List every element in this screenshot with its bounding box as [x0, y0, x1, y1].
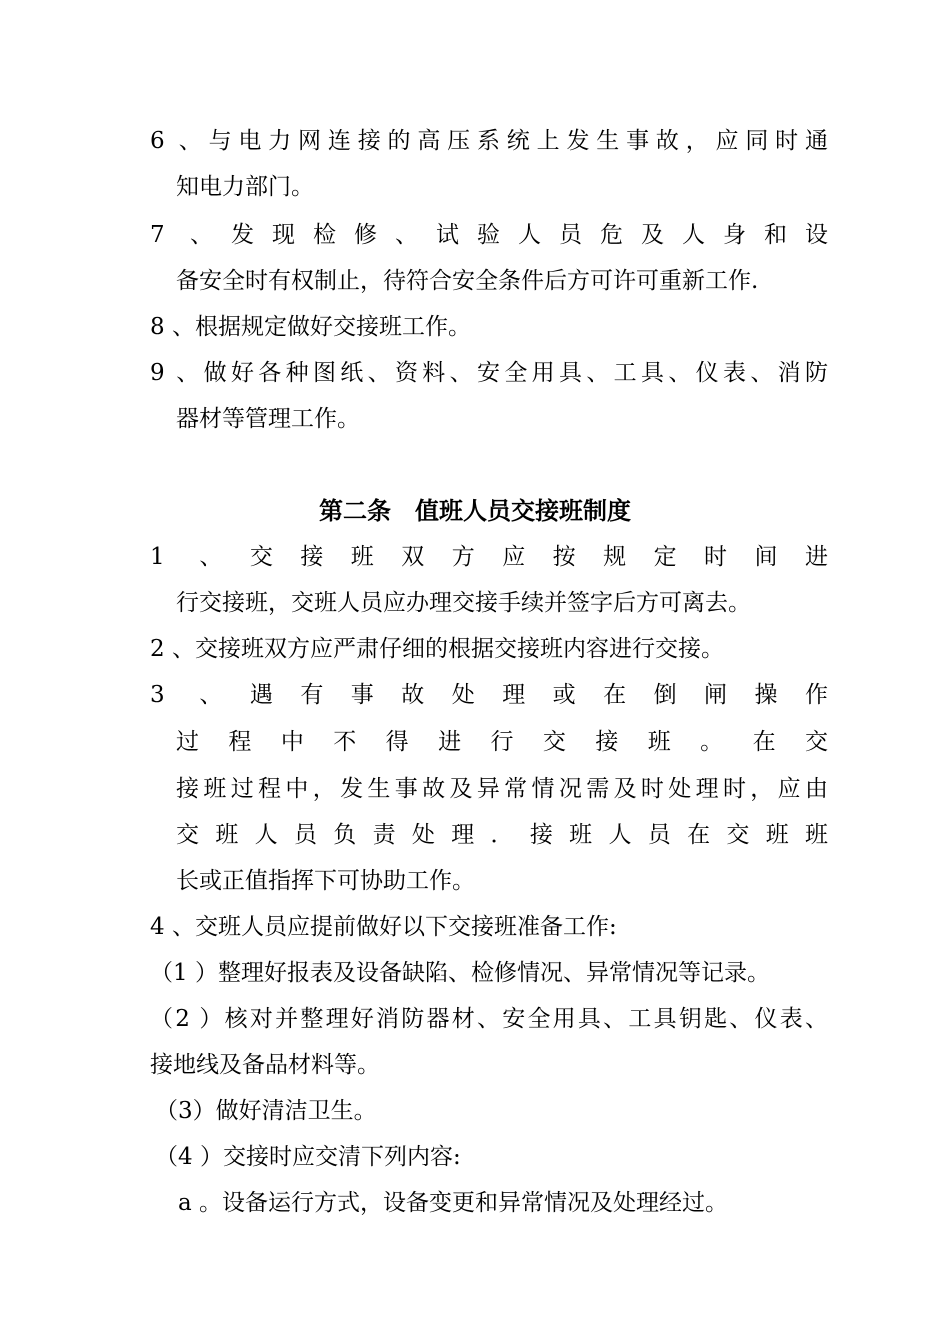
item-text: 做好各种图纸、资料、安全用具、工具、仪表、消防 [203, 360, 829, 386]
item-text: 与电力网连接的高压系统上发生事故，应同时通 [208, 128, 828, 154]
list-item-9-cont: 器材等管理工作。 [176, 406, 360, 432]
sub-sub-item-a [178, 1188, 728, 1218]
item-text: 交接班双方应严肃仔细的根据交接班内容进行交接。 [194, 636, 724, 662]
sub-item-text: 核对并整理好消防器材、安全用具、工具钥匙、仪表、 [224, 1006, 829, 1032]
list-item-6-cont: 知电力部门。 [176, 174, 314, 200]
sub-item-4 [155, 1142, 461, 1172]
item-text: 遇有事故处理或在倒闸操作 [249, 682, 828, 708]
item-text: 交班人员应提前做好以下交接班准备工作: [194, 914, 617, 940]
list-item-1-cont: 行交接班，交班人员应办理交接手续并签字后方可离去。 [176, 590, 751, 616]
item-number: 9 、 [150, 360, 204, 386]
item-number: 8 、 [150, 314, 195, 340]
item-number: 2 、 [150, 636, 195, 662]
item-number: 6 、 [150, 128, 209, 154]
sub-item-number: （3） [155, 1098, 216, 1124]
list-item-4 [150, 912, 617, 942]
item-number: 3 、 [150, 682, 250, 708]
sub-item-number: （4 ） [155, 1144, 223, 1170]
item-text: 根据规定做好交接班工作。 [194, 314, 471, 340]
list-item-7-cont: 备安全时有权制止，待符合安全条件后方可许可重新工作. [176, 268, 759, 294]
sub-item-3 [155, 1096, 377, 1126]
list-item-8 [150, 312, 471, 342]
item-text: 交接班双方应按规定时间进 [249, 544, 828, 570]
list-item-1 [150, 542, 828, 572]
sub-item-text: 整理好报表及设备缺陷、检修情况、异常情况等记录。 [217, 960, 770, 986]
list-item-3 [150, 680, 828, 710]
item-number: 7 、 [150, 222, 231, 248]
list-item-3-cont-3: 交班人员负责处理．接班人员在交班班 [176, 822, 828, 848]
sub-item-text: 交接时应交清下列内容: [222, 1144, 461, 1170]
sub-item-1 [150, 958, 770, 988]
list-item-7 [150, 220, 828, 250]
item-number: 4 、 [150, 914, 195, 940]
sub-item-2 [150, 1004, 828, 1034]
sub-item-number: （1 ） [150, 960, 218, 986]
list-item-3-cont-4: 长或正值指挥下可协助工作。 [176, 868, 475, 894]
sub-sub-item-number: a 。 [178, 1190, 223, 1216]
list-item-3-cont-1: 过程中不得进行交接班。在交 [176, 729, 828, 755]
item-number: 1 、 [150, 544, 250, 570]
list-item-6 [150, 126, 828, 156]
list-item-2 [150, 634, 724, 664]
list-item-3-cont-2: 接班过程中，发生事故及异常情况需及时处理时，应由 [176, 776, 828, 802]
item-text: 发现检修、试验人员危及人身和设 [230, 222, 828, 248]
sub-item-text: 做好清洁卫生。 [215, 1098, 377, 1124]
sub-sub-item-text: 设备运行方式，设备变更和异常情况及处理经过。 [222, 1190, 729, 1216]
list-item-9 [150, 358, 828, 388]
sub-item-number: （2 ） [150, 1006, 225, 1032]
section-title: 第二条 值班人员交接班制度 [319, 496, 631, 525]
sub-item-2-cont: 接地线及备品材料等。 [150, 1052, 380, 1078]
